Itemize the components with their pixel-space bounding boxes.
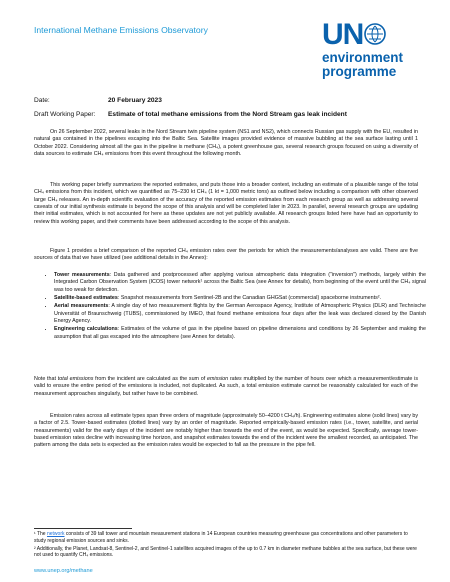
logo-un-text: UN [322, 18, 364, 51]
paragraph-1: On 26 September 2022, several leaks in the Nord Stream twin pipeline system (NS1 and NS2), which connects Russian gas supply with the EU, resulted in natural gas contained in the pipelines escaping into the Baltic Sea. Satellite images provided evidence of massive bubbling at the sea surface lasting until 1 October 2022. Considering almost all the gas in the pipeline is methane (CH₄), a potent greenhouse gas, several research groups focused on using a diversity of data sources to estimate CH₄ emissions from this event throughout the following month. [34, 129, 418, 158]
paragraph-5: Emission rates across all estimate types span three orders of magnitude (approximately 50–4200 t CH₄/h). Engineering estimates alone (solid lines) vary by a factor of 2.5. Tower-based estimates (dotted lines) vary by an order of magnitude. Reported empirically-based emission rates (i.e., tower, satellite, and aerial measurements) valid for the early days of the incident are notably higher than towards the end of the event, as would be expected. Specifically, average tower-based emission rates decline with increasing time horizon, and snapshot estimates towards the end of the incident were the smallest recorded, as anticipated. The pattern among the data sets is expected as the emission rates would be expected to fall as the pressure in the pipe fell. [34, 413, 418, 449]
list-item: • Satellite-based estimates: Snapshot measurements from Sentinel-2B and the Canadian GHGSat (commercial) spaceborne instruments². [54, 295, 426, 302]
paragraph-4: Note that total emissions from the incident are calculated as the sum of emission rates multiplied by the number of hours over which a measurement/estimate is valid to ensure the entire period of the emissions is included, not duplicated. As such, a total emission estimate cannot be reasonably calculated for each of the measurement approaches singularly, but rather have to be combined. [34, 376, 418, 397]
paper-title-row [34, 111, 347, 118]
paper-title: Estimate of total methane emissions from the Nord Stream gas leak incident [108, 111, 347, 118]
unep-globe-emblem-icon [364, 23, 386, 45]
unep-logo [322, 20, 427, 84]
data-sources-list [46, 272, 426, 342]
footnote-1: ¹ The network consists of 39 tall tower and mountain measurement stations in 14 European countries measuring greenhouse gas concentrations and other parameters to study regional emission sources and sinks. [34, 531, 408, 544]
paragraph-3: Figure 1 provides a brief comparison of the reported CH₄ emission rates over the periods for which the measurements/analyses are valid. There are five sources of data that we have utilized (see additional details in the Annex): [34, 248, 418, 262]
network-link[interactable]: network [46, 531, 65, 537]
footnotes [34, 531, 418, 560]
logo-wordmark: environment programme [322, 50, 404, 79]
date-label: Date: [34, 97, 50, 104]
footnote-2: ² Additionally, the Planet, Landsat-8, Sentinel-2, and Sentinel-1 satellites acquired images of the up to 0.7 km in diameter methane bubbles at the sea surface, but these were not used to quantify CH₄ emissions. [34, 545, 417, 559]
footer-url-link[interactable]: www.unep.org/methane [34, 568, 93, 574]
list-item: • Engineering calculations: Estimates of the volume of gas in the pipeline based on pipeline dimensions and conditions by 26 September and making the assumption that all gas escaped into the atmosphere (see Annex for details). [54, 326, 426, 341]
paper-label: Draft Working Paper: [34, 111, 96, 118]
footnote-divider [34, 528, 132, 529]
date-value: 20 February 2023 [108, 97, 162, 104]
list-item: • Tower measurements: Data gathered and postprocessed after applying various atmospheric data integration (“inversion”) methods, largely within the Integrated Carbon Observation System (ICOS) tower network¹ across the Baltic Sea (see Annex for details), from beginning of the event until the CH₄ signal was too weak for detection. [54, 272, 426, 294]
paragraph-2: This working paper briefly summarizes the reported estimates, and puts those into a broader context, including an estimate of a plausible range of the total CH₄ emissions from this incident, which we quantified as 75–230 kt CH₄ (1 kt = 1,000 metric tons) as outlined below including a comparison with other observed large CH₄ releases. An in-depth scientific evaluation of the accuracy of the reported emission estimates from each research group as well as addressing several caveats of our initial synthesis estimate is beyond the scope of this analysis and will be completed later in 2023. In parallel, several research groups are updating their initial estimates, which is not accounted for here as these updates are not yet publicly available. All research groups listed here have had an opportunity to review this working paper, and their comments have been addressed according to the scope of this analysis. [34, 182, 418, 225]
date-row [34, 97, 162, 104]
list-item: • Aerial measurements: A single day of two measurement flights by the German Aerospace Agency, Institute of Atmospheric Physics (DLR) and Technische Universität of Braunschweig (TUBS), commissioned by IMEO, that found methane emissions four days after the leak was declared closed by the Danish Energy Agency. [54, 303, 426, 325]
header-organization: International Methane Emissions Observatory [34, 25, 208, 35]
